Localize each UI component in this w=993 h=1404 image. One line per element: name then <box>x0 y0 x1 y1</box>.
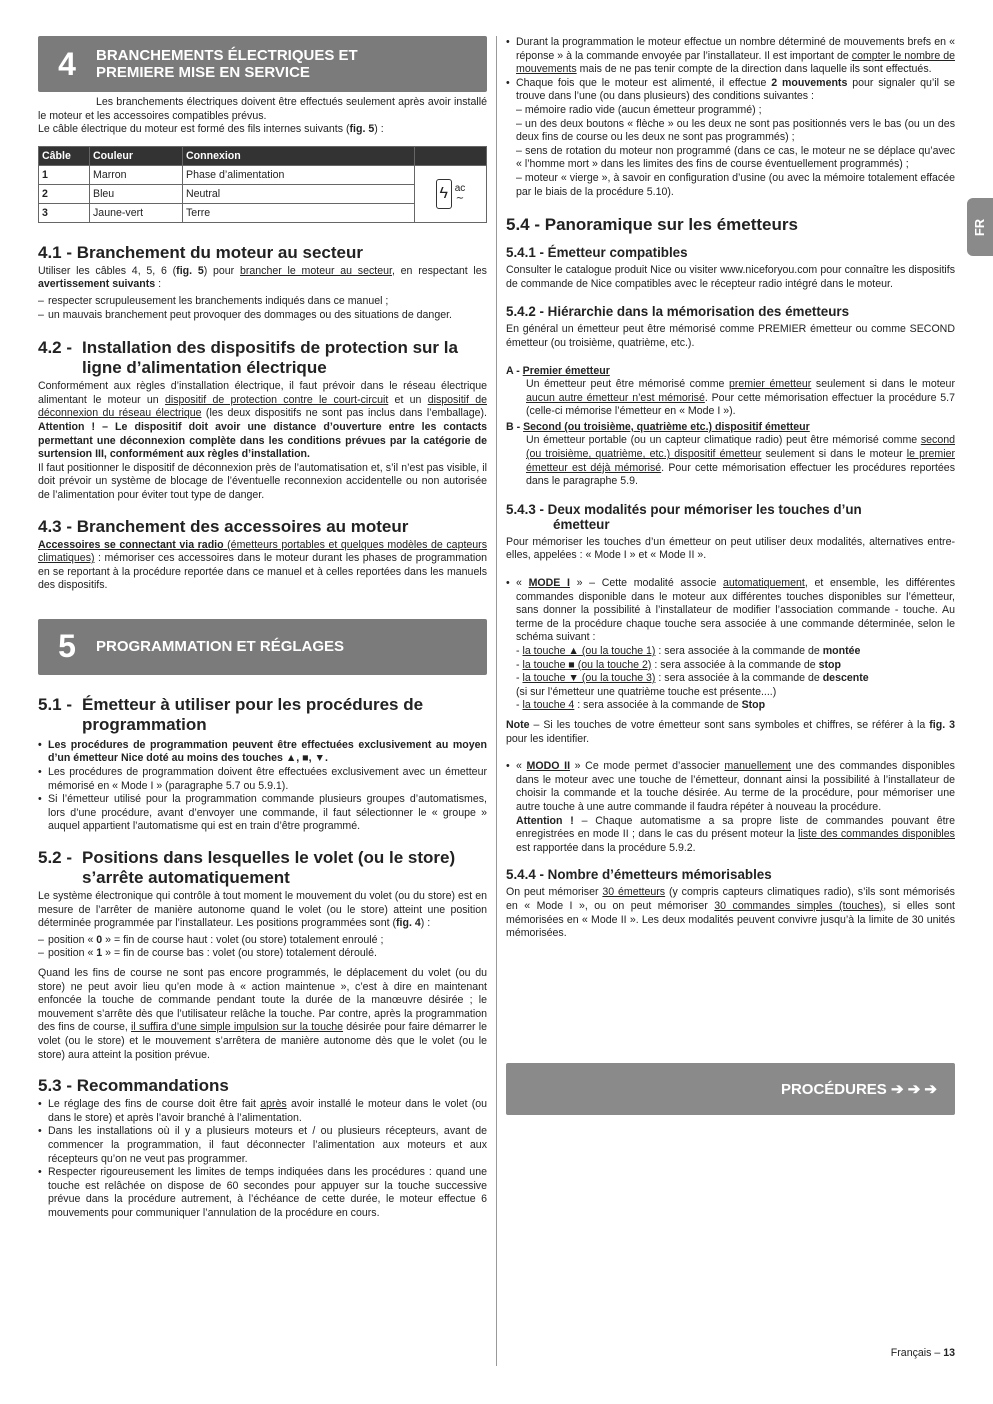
column-divider <box>496 36 497 1366</box>
section-5-1-list <box>38 739 487 834</box>
key-mapping: - la touche ■ (ou la touche 2) : sera associée à la commande de stop <box>516 658 841 671</box>
key-mapping: - la touche 4 : sera associée à la commande de Stop <box>516 699 766 712</box>
key-mapping: - la touche ▲ (ou la touche 1) : sera associée à la commande de montée <box>516 645 861 657</box>
section-5-1-title: 5.1 - Émetteur à utiliser pour les procédures de programmation <box>38 694 424 734</box>
page-number: 13 <box>943 1347 955 1359</box>
list-item: • Respecter rigoureusement les limites de temps indiquées dans les procédures : quand une touche est relâchée on dispose de 60 secondes pour appuyer sur la touche successive prévue dans la procédure autrement, à l’échéance de cette durée, le moteur effectue 6 mouvements pour communiquer l’annulation de la procédure en cours. <box>38 1166 487 1220</box>
table-header: Connexion <box>183 146 415 165</box>
page-footer: Français – 13 <box>890 1347 955 1359</box>
programming-notes-list <box>506 36 955 199</box>
section-5-2-text-2: Quand les fins de course ne sont pas encore programmés, le déplacement du volet (ou du store) ne peut avoir lieu qu’en mode à « action maintenue », c’est à dire en maintenant enfoncée la touche de commande pendant toute la durée de la manœuvre désirée ; le mouvement s’arrête dès que l’utilisateur relâche la touche. Par contre, après la programmation des fins de course, il suffira d’une simple impulsion sur la touche désirée pour faire démarrer le volet (ou le store) et le mouvement s’arrêtera de manière autonome dès que le volet (ou le store) aura atteint la position prévue. <box>38 967 487 1061</box>
section-5-4-3-text: Pour mémoriser les touches d’un émetteur on peut utiliser deux modalités, alternatives entre-elles, appelées : « Mode I » et « Mode II ». <box>506 535 955 562</box>
list-item: • Les procédures de programmation peuvent être effectuées exclusivement au moyen d’un émetteur Nice doté au moins des touches ▲, ■, ▼. <box>38 739 487 766</box>
right-column <box>506 36 955 941</box>
section-4-1-text: Utiliser les câbles 4, 5, 6 (fig. 5) pour brancher le moteur au secteur, en respectant les avertissement suivants : <box>38 264 487 291</box>
chapter-5-header <box>38 619 487 675</box>
section-5-4-title: 5.4 - Panoramique sur les émetteurs <box>506 215 798 235</box>
chapter-4-header <box>38 36 487 92</box>
section-4-1-title: 4.1 - Branchement du moteur au secteur <box>38 242 363 262</box>
mode-1-block <box>506 577 955 713</box>
list-item: • « MODE I » – Cette modalité associe automatiquement, et ensemble, les différentes commandes disponible dans le moteur aux différentes touches disponibles sur l’émetteur, sans donner la possibilité à l’installateur de modifier l’association commande - touche. Au terme de la procédure chaque touche sera associée à une commande déterminée, selon le schéma suivant : - la touche ▲ (ou la touche 1) : sera associée à la commande de montée - la touche ■ (ou la touche 2) : sera associée à la commande de stop - la touche ▼ (ou la touche 3) : sera associée à la commande de descente (si sur l’émetteur une quatrième touche est présente....) - la touche 4 : sera associée à la commande de Stop <box>506 577 955 713</box>
section-5-4-1-title: 5.4.1 - Émetteur compatibles <box>506 245 688 261</box>
section-4-2-title: 4.2 - Installation des dispositifs de protection sur la ligne d’alimentation électrique <box>38 338 458 378</box>
list-item: – respecter scrupuleusement les branchements indiqués dans ce manuel ; <box>38 295 487 309</box>
language-tab[interactable]: FR <box>967 198 993 256</box>
list-item: • « MODO II » Ce mode permet d’associer manuellement une des commandes disponibles dans le moteur avec une touche de l’émetteur, donnant ainsi la possibilité à l’installateur de choisir la commande et la touche désirée. Au terme de la procédure, pour mémoriser une autre touche à une autre commande il faudra répéter à nouveau la procédure. Attention ! – Chaque automatisme a sa propre liste de commandes pouvant être enregistrées en mode II ; dans le cas du présent moteur la liste des commandes disponibles est rapportée dans la procédure 5.9.2. <box>506 760 955 855</box>
intro-paragraph: Les branchements électriques doivent être effectués seulement après avoir installé le moteur et les accessoires compatibles prévus. <box>38 96 487 122</box>
list-item: • Dans les installations où il y a plusieurs moteurs et / ou plusieurs récepteurs, avant de commencer la programmation, il faut déconnecter l’alimentation aux moteurs et aux récepteurs qu’on ne veut pas programmer. <box>38 1125 487 1166</box>
section-5-4-1-text: Consulter le catalogue produit Nice ou visiter www.niceforyou.com pour connaître les dispositifs de commande de Nice compatibles avec le récepteur radio intégré dans le moteur. <box>506 264 955 290</box>
table-row: 1 Marron Phase d’alimentation ϟ ac ∼ <box>39 165 487 184</box>
list-item: • Chaque fois que le moteur est alimenté, il effectue 2 mouvements pour signaler qu’il se trouve dans l’une (ou dans plusieurs) des conditions suivantes : – mémoire radio vide (aucun émetteur programmé) ; – un des deux boutons « flèche » ou les deux ne sont pas positionnés vers le bas (ou un des deux fins de course ou les deux ne sont pas programmés) ; – sens de rotation du moteur non programmé (dans ce cas, le moteur ne se déplace qu’avec « l’homme mort » dans les limites des fins de course éventuellement programmés) ; – moteur « vierge », à savoir en configuration d’usine (ou avec la mémoire totalement effacée par le biais de la procédure 5.10). <box>506 77 955 199</box>
section-4-2-text: Conformément aux règles d’installation électrique, il faut prévoir dans le réseau électrique alimentant le moteur un dispositif de protection contre le court-circuit et un dispositif de déconnexion du réseau électrique (les deux dispositifs ne sont pas inclus dans l’emballage). Attention ! – Le dispositif doit avoir une distance d’ouverture entre les contacts permettant une déconnexion complète dans les conditions prévues par la catégorie de surtension III, conformément aux règles d’installation. <box>38 380 487 461</box>
mode-2-block <box>506 760 955 855</box>
second-emetteur-block: B - Second (ou troisième, quatrième etc.) dispositif émetteur Un émetteur portable (ou un capteur climatique radio) peut être mémorisé comme second (ou troisième, quatrième, etc.) dispositif émetteur seulement si dans le moteur le premier émetteur est déjà mémorisé. Pour cette mémorisation effectuer les procédures reportées dans le paragraphe 5.9. <box>506 420 955 488</box>
table-row: 3 Jaune-vert Terre <box>39 203 487 222</box>
list-item: • Durant la programmation le moteur effectue un nombre déterminé de mouvements brefs en « réponse » à la commande envoyée par l’installateur. Il est important de compter le nombre de mouvements mais de ne pas tenir compte de la direction dans laquelle ils sont effectués. <box>506 36 955 77</box>
key-mapping: - la touche ▼ (ou la touche 3) : sera associée à la commande de descente <box>516 672 869 685</box>
chapter-number: 5 <box>58 628 76 665</box>
premier-emetteur-block: A - Premier émetteur Un émetteur peut être mémorisé comme premier émetteur seulement si dans le moteur aucun autre émetteur n’est mémorisé. Pour cette mémorisation effectuer la procédure 5.7 (celle-ci mémorise l’émetteur en « Mode I »). <box>506 364 955 418</box>
list-item: – position « 0 » = fin de course haut : volet (ou store) totalement enroulé ; <box>38 934 487 948</box>
section-4-3-text: Accessoires se connectant via radio (émetteurs portables et quelques modèles de capteurs climatiques) : mémoriser ces accessoires dans le moteur durant les phases de programmation en se reportant à la procédure reportée dans ce manuel et à celles reportées dans les manuels des dispositifs. <box>38 538 488 592</box>
positions-list <box>38 934 487 961</box>
chapter-title: PROGRAMMATION ET RÉGLAGES <box>96 638 345 656</box>
section-5-3-title: 5.3 - Recommandations <box>38 1076 229 1096</box>
table-header: Câble <box>39 146 90 165</box>
list-item: – position « 1 » = fin de course bas : volet (ou store) totalement déroulé. <box>38 947 487 961</box>
procedures-banner[interactable]: PROCÉDURES ➔ ➔ ➔ <box>506 1063 955 1115</box>
chapter-number: 4 <box>58 45 76 82</box>
list-item: • Les procédures de programmation doivent être effectuées exclusivement avec un émetteur mémorisé en « Mode I » (paragraphe 5.7 ou 5.9.1). <box>38 766 487 793</box>
list-item: • Si l’émetteur utilisé pour la programmation commande plusieurs groupes d’automatismes, lors d’une procédure, avant d’envoyer une commande, il faut sélectionner le « groupe » auquel appartient l’automatisme qui est en train d’être programmé. <box>38 793 487 834</box>
left-column <box>38 36 487 1221</box>
lightning-icon: ϟ <box>436 179 452 209</box>
section-5-2-text: Le système électronique qui contrôle à tout moment le mouvement du volet (ou du store) est en mesure de l’arrêter de manière autonome quand le volet (ou le store) atteint une position déterminée programmée par l’installateur. Les positions programmées sont (fig. 4) : <box>38 890 487 930</box>
ac-symbol: ϟ ac ∼ <box>415 165 487 222</box>
section-4-3-title: 4.3 - Branchement des accessoires au moteur <box>38 516 409 536</box>
cable-table <box>38 146 487 223</box>
list-item: – un mauvais branchement peut provoquer des dommages ou des situations de danger. <box>38 309 487 323</box>
section-5-4-2-text: En général un émetteur peut être mémorisé comme PREMIER émetteur ou comme SECOND émetteur (ou troisième, quatrième, etc.). <box>506 323 955 349</box>
section-5-2-title: 5.2 - Positions dans lesquelles le volet (ou le store) s’arrête automatiquement <box>38 848 456 888</box>
attention-text: Attention ! – Chaque automatisme a sa propre liste de commandes pouvant être enregistrées en mode II ; dans le cas du présent moteur la liste des commandes disponibles est rapportée dans la procédure 5.9.2. <box>516 814 955 854</box>
section-4-2-text-2: Il faut positionner le dispositif de déconnexion près de l’automatisation et, s’il n’est pas visible, il doit prévoir un système de blocage de l’éventuelle reconnexion accidentelle ou non autorisée de l’alimentation pour éviter tout type de danger. <box>38 461 487 501</box>
section-5-3-list <box>38 1098 487 1220</box>
section-5-4-4-title: 5.4.4 - Nombre d’émetteurs mémorisables <box>506 867 772 883</box>
table-row: 2 Bleu Neutral <box>39 184 487 203</box>
list-item: • Le réglage des fins de course doit être fait après avoir installé le moteur dans le volet (ou dans le store) et après l’avoir branché à l’alimentation. <box>38 1098 487 1125</box>
section-4-1-list <box>38 295 487 322</box>
chapter-title: BRANCHEMENTS ÉLECTRIQUES ET PREMIERE MISE EN SERVICE <box>96 47 358 81</box>
cable-paragraph: Le câble électrique du moteur est formé des fils internes suivants (fig. 5) : <box>38 123 384 136</box>
table-header: Couleur <box>90 146 183 165</box>
note-text: Note – Si les touches de votre émetteur sont sans symboles et chiffres, se référer à la fig. 3 pour les identifier. <box>506 718 955 745</box>
section-5-4-3-title: 5.4.3 - Deux modalités pour mémoriser les touches d’un émetteur <box>506 501 862 532</box>
section-5-4-2-title: 5.4.2 - Hiérarchie dans la mémorisation des émetteurs <box>506 304 850 320</box>
section-5-4-4-text: On peut mémoriser 30 émetteurs (y compris capteurs climatiques radio), s’ils sont mémorisés en « Mode I », ou on peut mémoriser 30 commandes simples (touches), si elles sont mémorisées en « Mode II ». Les deux modalités peuvent convivre jusqu’à la limite de 30 unités mémorisées. <box>506 886 955 940</box>
